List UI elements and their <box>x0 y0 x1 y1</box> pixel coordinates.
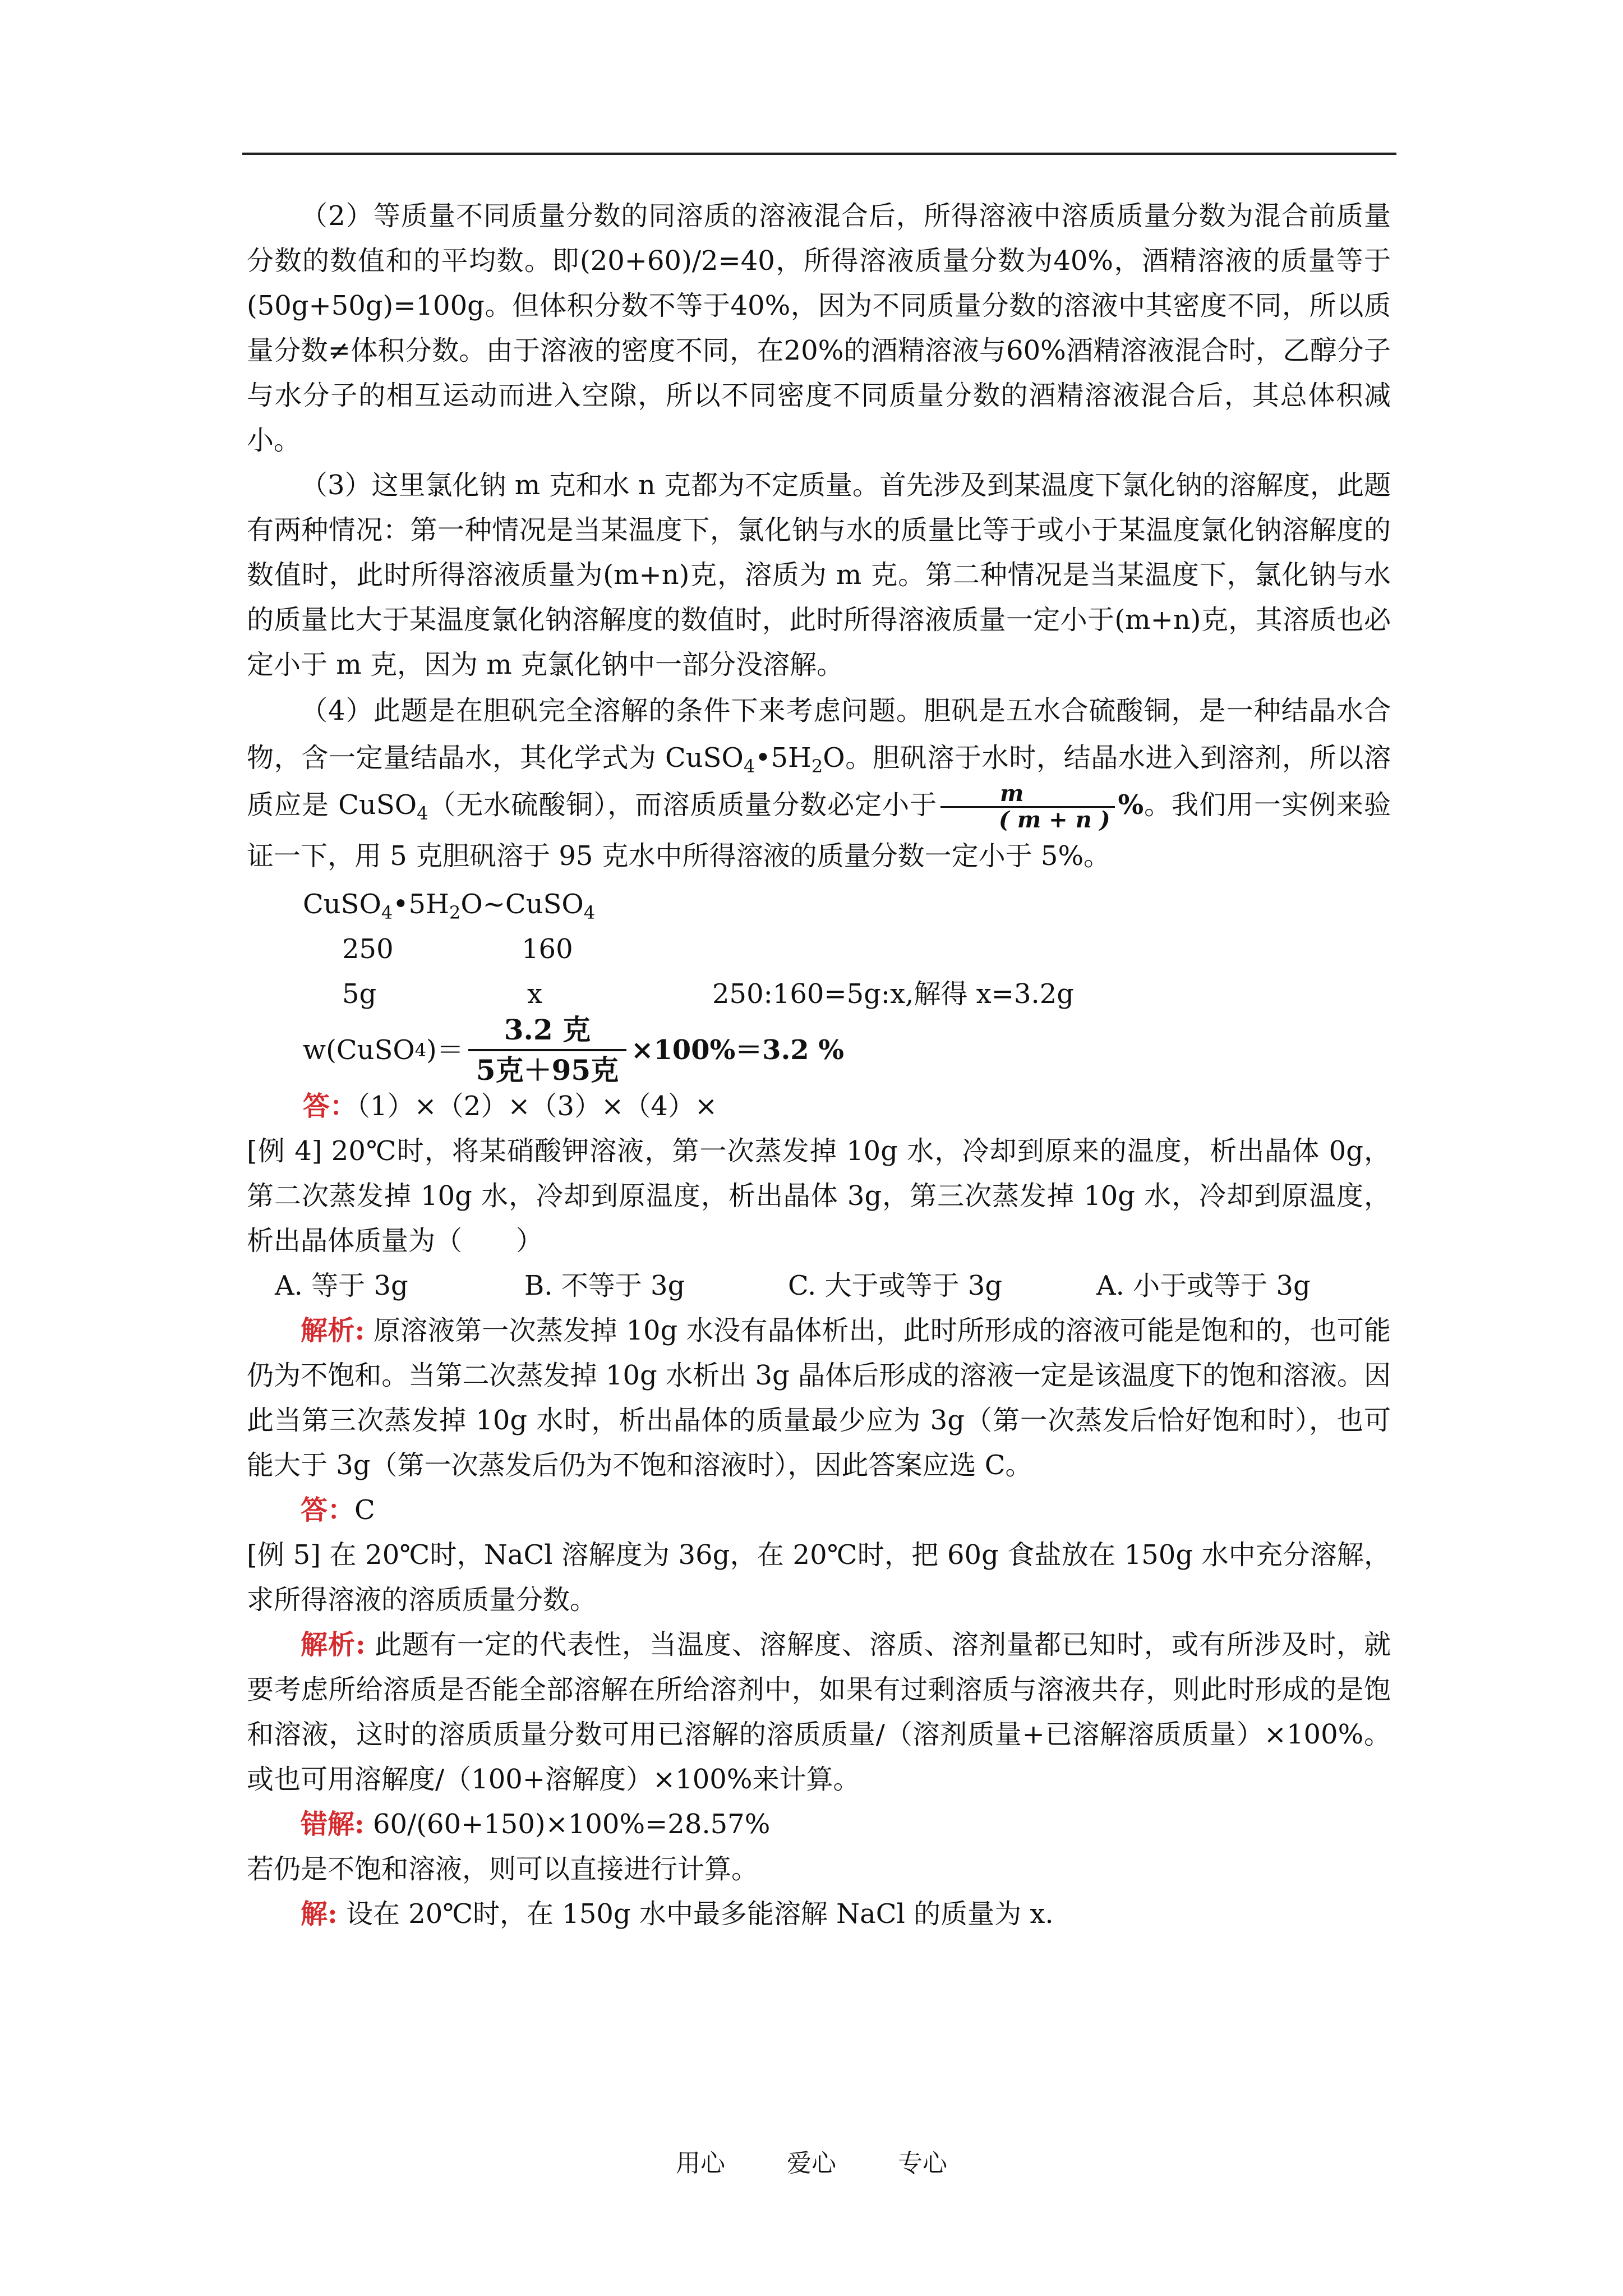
calc-row-2: 5g x 250:160=5g:x,解得 x=3.2g <box>342 978 1075 1010</box>
footer-word-1: 用心 <box>676 2149 725 2178</box>
answer-1: 答：（1）×（2）×（3）×（4）× <box>303 1091 718 1122</box>
paragraph-3: （3）这里氯化钠 m 克和水 n 克都为不定质量。首先涉及到某温度下氯化钠的溶解度，此题有两种情况：第一种情况是当某温度下，氯化钠与水的质量比等于或小于某温度氯化钠溶解度的数值时，此时所得溶液质量为(m+n)克，溶质为 m 克。第二种情况是当某温度下，氯化钠与水的质量比大于某温度氯化钠溶解度的数值时，此时所得溶液质量一定小于(m+n)克，其溶质也必定小于 m 克，因为 m 克氯化钠中一部分没溶解。 <box>247 470 1391 680</box>
example-4-options <box>247 1263 1391 1308</box>
example-4-analysis: 解析: 原溶液第一次蒸发掉 10g 水没有晶体析出，此时所形成的溶液可能是饱和的，也可能仍为不饱和。当第二次蒸发掉 10g 水析出 3g 晶体后形成的溶液一定是该温度下的饱和溶液。因此当第三次蒸发掉 10g 水时，析出晶体的质量最少应为 3g（第一次蒸发后恰好饱和时），也可能大于 3g（第一次蒸发后仍为不饱和溶液时），因此答案应选 C。 <box>247 1315 1391 1481</box>
page-footer <box>0 2143 1623 2179</box>
paragraph-4: （4）此题是在胆矾完全溶解的条件下来考虑问题。胆矾是五水合硫酸铜，是一种结晶水合物，含一定量结晶水，其化学式为 $CuSO_4•5H_2O$。胆矾溶于水时，结晶水进入到溶剂，所以溶质应是 CuSO$_4$（无水硫酸铜），而溶质质量分数必定小于 $\frac{m}{( m + n )}$ %。我们用一实例来验证一下，用 5 克胆矾溶于 95 克水中所得溶液的质量分数一定小于 5%。 <box>247 695 1391 872</box>
chemical-equation: $CuSO_4•5H_2O\sim CuSO_4$ <box>303 889 596 923</box>
footer-word-2: 爱心 <box>787 2149 836 2178</box>
footer-word-3: 专心 <box>898 2149 947 2178</box>
header-rule <box>242 153 1396 155</box>
example-4-question: [例 4] 20℃时，将某硝酸钾溶液，第一次蒸发掉 10g 水，冷却到原来的温度，析出晶体 0g，第二次蒸发掉 10g 水，冷却到原温度，析出晶体 3g，第三次蒸发掉 10g 水，冷却到原温度，析出晶体质量为（ ） <box>247 1135 1391 1257</box>
example-4-answer: 答：C <box>301 1494 375 1526</box>
example-5-question: [例 5] 在 20℃时，NaCl 溶解度为 36g，在 20℃时，把 60g 食盐放在 150g 水中充分溶解，求所得溶液的溶质质量分数。 <box>247 1539 1391 1616</box>
option-b: B. 不等于 3g <box>524 1270 685 1301</box>
example-5-solution: 解: 设在 20℃时，在 150g 水中最多能溶解 NaCl 的质量为 x. <box>301 1898 1054 1930</box>
mass-fraction-formula: w(CuSO 4 )＝ $\frac{\text{3.2 克}}{\text{5克＋95克}}$ ×100%＝3.2 % <box>303 1013 845 1087</box>
paragraph-2: （2）等质量不同质量分数的同溶质的溶液混合后，所得溶液中溶质质量分数为混合前质量分数的数值和的平均数。即(20+60)/2=40，所得溶液质量分数为40%，酒精溶液的质量等于(50g+50g)=100g。但体积分数不等于40%，因为不同质量分数的溶液中其密度不同，所以质量分数≠体积分数。由于溶液的密度不同，在20%的酒精溶液与60%酒精溶液混合时，乙醇分子与水分子的相互运动而进入空隙，所以不同密度不同质量分数的酒精溶液混合后，其总体积减小。 <box>247 200 1391 456</box>
option-a: A. 等于 3g <box>275 1270 408 1301</box>
option-d: A. 小于或等于 3g <box>1096 1270 1311 1301</box>
option-c: C. 大于或等于 3g <box>788 1270 1003 1301</box>
example-5-note: 若仍是不饱和溶液，则可以直接进行计算。 <box>247 1853 759 1885</box>
formula-fraction: $\frac{\text{3.2 克}}{\text{5克＋95克}}$ <box>468 1013 626 1087</box>
page-content <box>247 194 1391 1936</box>
calc-row-1: 250 160 <box>342 933 573 965</box>
example-5-analysis: 解析: 此题有一定的代表性，当温度、溶解度、溶质、溶剂量都已知时，或有所涉及时，就要考虑所给溶质是否能全部溶解在所给溶剂中，如果有过剩溶质与溶液共存，则此时形成的是饱和溶液，这时的溶质质量分数可用已溶解的溶质质量/（溶剂质量+已溶解溶质质量）×100%。或也可用溶解度/（100+溶解度）×100%来计算。 <box>247 1629 1391 1795</box>
fraction-m-over-m-plus-n: $\frac{m}{( m + n )}$ <box>940 781 1114 832</box>
example-5-wrong-solution: 错解: 60/(60+150)×100%=28.57% <box>301 1809 771 1840</box>
